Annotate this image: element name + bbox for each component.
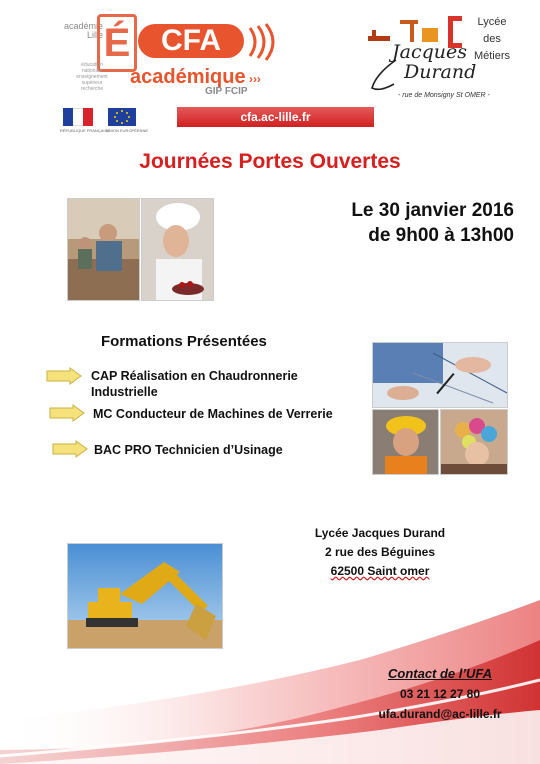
formations-title: Formations Présentées	[101, 333, 267, 350]
photo-drawing	[372, 342, 508, 408]
contact-phone[interactable]: 03 21 12 27 80	[399, 687, 481, 701]
worker-photo-image	[373, 410, 438, 474]
workshop-photo-image	[68, 199, 139, 300]
french-republic-flag	[63, 108, 93, 126]
jacques-durand-signature: Jacques Durand	[392, 41, 477, 83]
gip-fcip-text: GIP FCIP	[205, 86, 248, 97]
flag-eu-caption: UNION EUROPÉENNE	[106, 128, 149, 133]
academie-e-logo: É	[97, 14, 137, 72]
contact-email[interactable]: ufa.durand@ac-lille.fr	[378, 707, 502, 721]
chef-photo-image	[142, 199, 213, 300]
address-name: Lycée Jacques Durand	[314, 526, 446, 540]
academique-text: académique ›››	[130, 66, 261, 88]
event-hours: de 9h00 à 13h00	[368, 225, 514, 246]
event-date: Le 30 janvier 2016	[351, 200, 514, 221]
education-nationale-text: éducation nationale enseignement supérieur recherche	[76, 62, 108, 92]
cfa-logo: CFA	[138, 24, 244, 58]
arrow-right-icon	[46, 367, 82, 385]
address-street: 2 rue des Béguines	[324, 545, 436, 559]
european-union-flag	[108, 108, 136, 126]
formation-item: MC Conducteur de Machines de Verrerie	[93, 407, 333, 421]
academie-lille-text: académie Lille	[63, 21, 103, 40]
hairdresser-photo-image	[441, 410, 507, 474]
address-city: 62500 Saint omer	[330, 564, 430, 578]
flag-fr-caption: RÉPUBLIQUE FRANÇAISE	[60, 128, 110, 133]
school-street-text: - rue de Monsigny St OMER -	[398, 92, 490, 99]
arrow-right-icon	[49, 404, 85, 422]
arrow-right-icon	[52, 440, 88, 458]
photo-hairdresser	[440, 409, 508, 475]
drawing-photo-image	[373, 343, 507, 407]
cfa-arcs-icon	[246, 22, 276, 62]
contact-title: Contact de l’UFA	[387, 666, 492, 681]
photo-chef	[141, 198, 214, 301]
school-address	[300, 524, 460, 581]
signature-flourish-icon	[366, 56, 406, 96]
photo-workshop	[67, 198, 140, 301]
eu-stars-icon	[108, 108, 136, 126]
lycee-des-metiers-text: Lycée des Métiers	[473, 16, 511, 62]
cfa-url-banner[interactable]: cfa.ac-lille.fr	[177, 107, 374, 127]
event-title: Journées Portes Ouvertes	[139, 150, 401, 173]
formation-item: CAP Réalisation en Chaudronnerie Industrielle	[91, 369, 298, 399]
photo-worker	[372, 409, 439, 475]
formation-item: BAC PRO Technicien d’Usinage	[94, 443, 283, 457]
contact-block	[340, 666, 540, 721]
